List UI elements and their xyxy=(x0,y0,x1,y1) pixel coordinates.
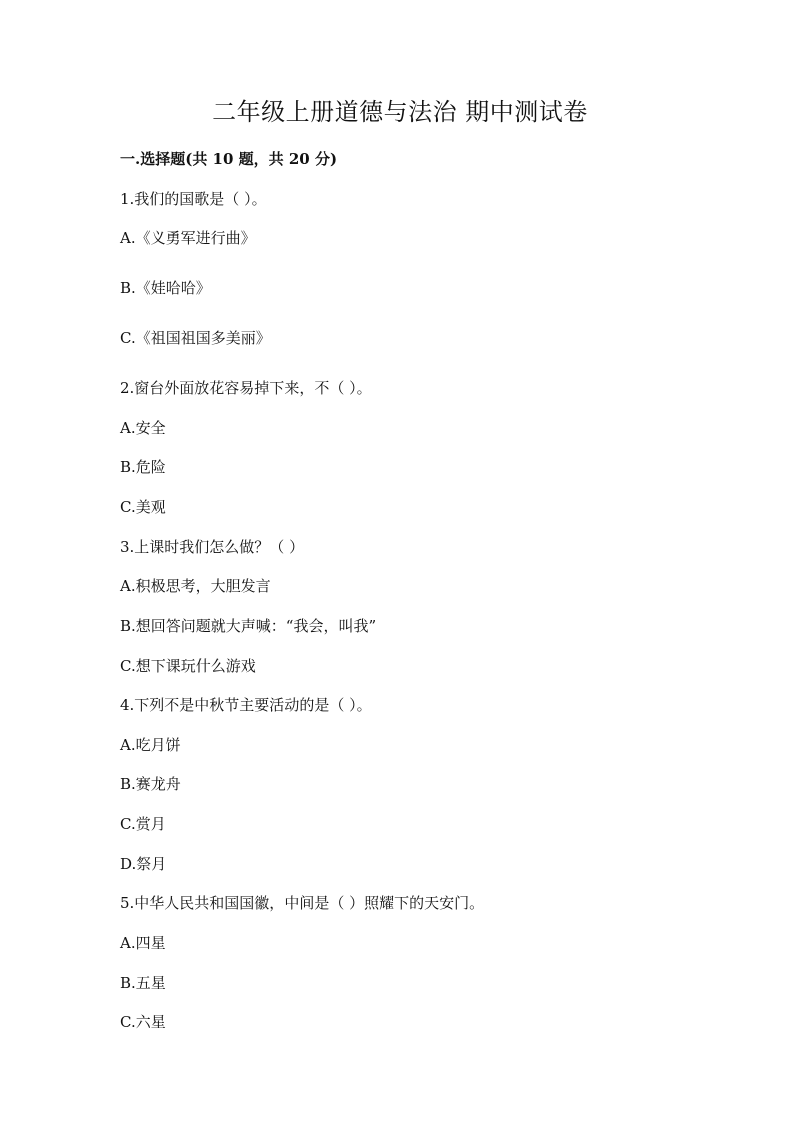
option-item: A.吃月饼 xyxy=(120,736,181,754)
question-stem: 2.窗台外面放花容易掉下来，不（ ）。 xyxy=(120,379,372,397)
section-heading: 一.选择题(共 10 题，共 20 分) xyxy=(120,150,338,168)
option-item: C.美观 xyxy=(120,498,166,516)
option-item: C.《祖国祖国多美丽》 xyxy=(120,329,271,347)
option-item: A.积极思考，大胆发言 xyxy=(120,577,271,595)
option-item: C.想下课玩什么游戏 xyxy=(120,657,256,675)
question-stem: 5.中华人民共和国国徽，中间是（ ）照耀下的天安门。 xyxy=(120,894,485,912)
option-item: A.四星 xyxy=(120,934,166,952)
question-stem: 4.下列不是中秋节主要活动的是（ ）。 xyxy=(120,696,372,714)
option-item: B.想回答问题就大声喊：“我会，叫我” xyxy=(120,617,377,635)
question-stem: 3.上课时我们怎么做？（ ） xyxy=(120,538,305,556)
page-title: 二年级上册道德与法治 期中测试卷 xyxy=(212,98,588,126)
option-item: B.《娃哈哈》 xyxy=(120,279,211,297)
option-item: B.赛龙舟 xyxy=(120,775,181,793)
option-item: B.危险 xyxy=(120,458,166,476)
option-item: A.《义勇军进行曲》 xyxy=(120,229,256,247)
option-item: A.安全 xyxy=(120,419,166,437)
option-item: D.祭月 xyxy=(120,855,167,873)
option-item: B.五星 xyxy=(120,974,166,992)
option-item: C.赏月 xyxy=(120,815,166,833)
question-stem: 1.我们的国歌是（ ）。 xyxy=(120,190,267,208)
option-item: C.六星 xyxy=(120,1013,166,1031)
